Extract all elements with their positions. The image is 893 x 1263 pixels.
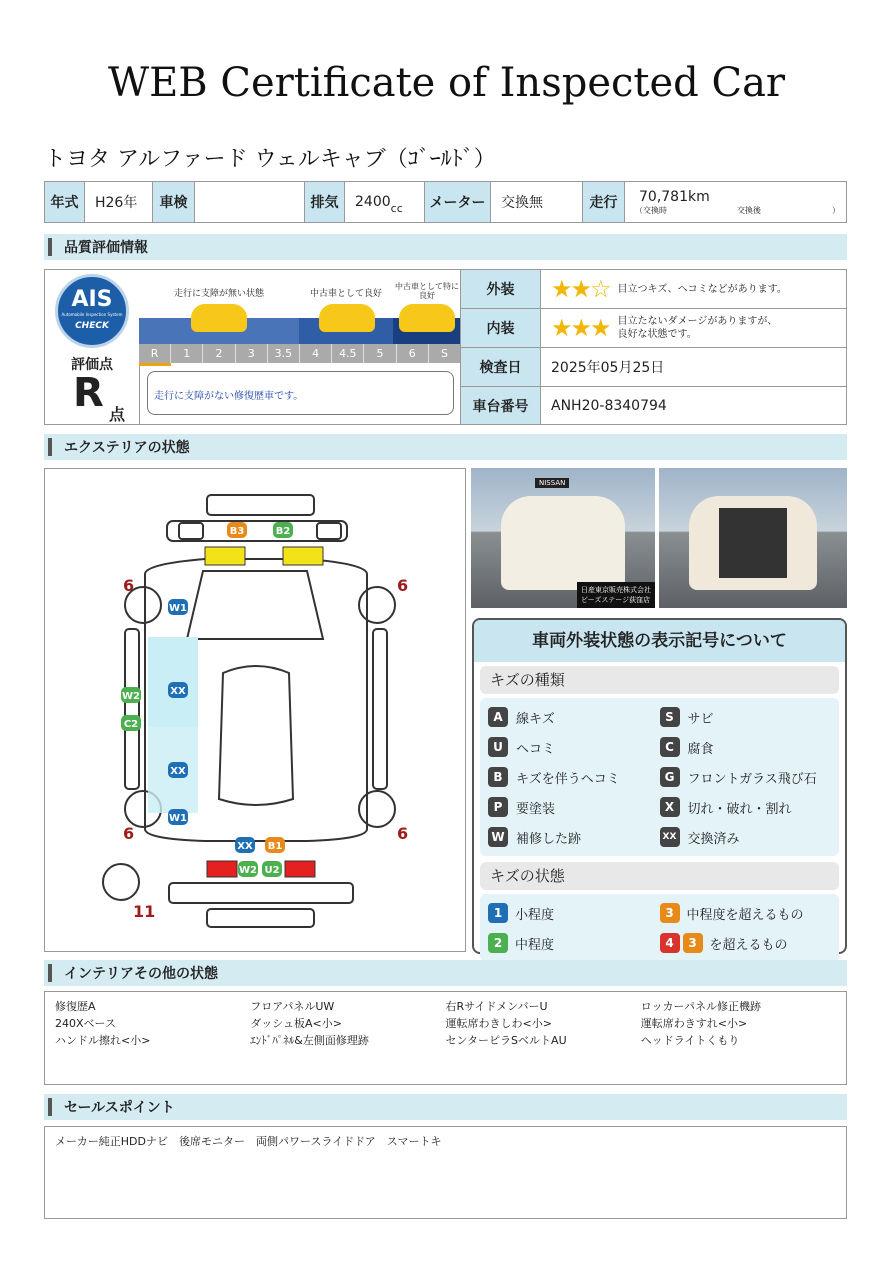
exterior-label: 外装 [461,270,541,308]
svg-text:B1: B1 [267,841,283,852]
interior-item: 右RサイドメンバーU [445,1000,548,1013]
interior-note: 目立たないダメージがありますが、 良好な状態です。 [617,316,778,340]
interior-stars: ★★★ [551,314,610,342]
svg-text:XX: XX [170,766,186,777]
interior-label: 内装 [461,309,541,347]
damage-mark [262,861,282,877]
score-value: R [73,370,104,416]
car-icon-b [319,304,375,332]
svg-text:W1: W1 [169,603,187,614]
legend-state-badge: 3 [660,903,680,923]
displacement-label: 排気 [305,182,345,222]
tire-number: 6 [123,824,135,843]
inspection-label: 車検 [153,182,195,222]
legend-type-item [660,702,832,732]
score-callout: 走行に支障がない修復歴車です。 [147,371,454,415]
mileage-value: 70,781km [639,188,710,205]
legend-type-label: 線キズ [516,711,555,727]
legend-state-item [660,898,832,928]
legend-type-item [488,762,660,792]
interior-item: 240Xベース [55,1017,116,1030]
scale-step: 3 [236,344,268,363]
scale-step: 5 [364,344,396,363]
legend-code-badge: B [488,767,508,787]
legend-panel [472,618,847,954]
legend-state-heading: キズの状態 [480,862,839,890]
interior-item: 運転席わきしわ<小> [445,1017,552,1030]
damage-mark [168,682,188,698]
car-icon-c [399,304,455,332]
scale-step: S [429,344,461,363]
car-diagram [45,469,465,951]
scale-marker [139,363,171,366]
meter-value: 交換無 [491,182,583,222]
sales-points: メーカー純正HDDナビ 後席モニター 両側パワースライドドア スマートキ [44,1126,847,1219]
svg-text:B3: B3 [229,526,245,537]
scale-step: 1 [171,344,203,363]
legend-type-item [660,822,832,852]
scale-step: 4.5 [332,344,364,363]
legend-code-badge: G [660,767,680,787]
meter-label: メーター [425,182,491,222]
interior-item: ｴﾝﾄﾞﾊﾟﾈﾙ&左側面修理跡 [250,1034,369,1047]
legend-state-item [488,928,660,958]
mileage-note [635,205,840,216]
interior-item: 修復歴A [55,1000,96,1013]
legend-type-label: 要塗装 [516,801,556,817]
legend-type-label: キズを伴うヘコミ [516,771,620,787]
spec-bar [44,181,847,223]
svg-text:W1: W1 [169,813,187,824]
legend-code-badge: S [660,707,680,727]
legend-state-badge: 4 [660,933,680,953]
legend-state-badge: 1 [488,903,508,923]
chassis-row [461,387,846,424]
damage-mark [121,715,141,731]
svg-text:W2: W2 [239,865,257,876]
svg-text:XX: XX [237,841,253,852]
legend-state-item [488,898,660,928]
tire-number: 6 [397,576,409,595]
inspection-date-value: 2025年05月25日 [551,360,665,376]
dealer-sign: NISSAN [535,478,569,488]
exterior-note: 目立つキズ、ヘコミなどがあります。 [617,283,787,295]
tire-number: 6 [397,824,409,843]
interior-list [44,991,847,1085]
interior-item: フロアパネルUW [250,1000,335,1013]
photo-caption: 日産東京販売株式会社 ビーズステージ荻窪店 [577,582,655,608]
legend-code-badge: P [488,797,508,817]
tire-number: 11 [133,902,156,921]
score-scale [139,344,461,363]
exterior-stars: ★★☆ [551,275,610,303]
scale-step: 2 [203,344,235,363]
legend-code-badge: A [488,707,508,727]
legend-type-label: フロントガラス飛び石 [687,771,817,787]
legend-state-label: 小程度 [515,907,555,923]
scale-step: 4 [300,344,332,363]
car-diagram-panel [44,468,466,952]
chassis-value: ANH20-8340794 [551,397,667,414]
legend-code-badge: X [660,797,680,817]
interior-heading: インテリアその他の状態 [44,960,847,986]
rear-ramp [719,508,787,578]
displacement-unit: cc [390,201,403,215]
legend-title: 車両外装状態の表示記号について [474,620,845,662]
scale-step: 6 [397,344,429,363]
score-panel [44,269,140,425]
scale-step: R [139,344,171,363]
displacement-field [345,182,425,222]
svg-text:XX: XX [170,686,186,697]
legend-code-badge: W [488,827,508,847]
mileage-after: 交換後 [737,205,761,215]
interior-row [461,309,846,348]
mileage-close: ） [832,205,840,215]
legend-state-item [660,928,832,958]
car-name: トヨタ アルファード ウェルキャブ（ｺﾞｰﾙﾄﾞ） [44,147,496,172]
interior-item: センターピラSベルトAU [445,1034,567,1047]
legend-state-badge: 2 [488,933,508,953]
legend-type-item [488,732,660,762]
legend-state-label: を超えるもの [709,937,788,953]
legend-type-label: サビ [687,711,714,727]
exterior-heading: エクステリアの状態 [44,434,847,460]
score-label: 評価点 [71,357,113,373]
svg-text:B2: B2 [275,526,291,537]
displacement-value: 2400 [355,194,391,210]
damage-mark [265,837,285,853]
legend-type-item [488,702,660,732]
legend-types-heading: キズの種類 [480,666,839,694]
legend-type-label: 切れ・破れ・割れ [687,801,792,817]
header-a: 走行に支障が無い状態 [139,270,299,345]
legend-type-item [488,792,660,822]
damage-mark [227,522,247,538]
svg-text:U2: U2 [264,865,280,876]
header-b: 中古車として良好 [309,289,382,299]
mileage-before: （交換時 [635,205,667,215]
exterior-row [461,270,846,309]
interior-item: ダッシュ板A<小> [250,1017,342,1030]
interior-item: ロッカーパネル修正機跡 [640,1000,761,1013]
chassis-label: 車台番号 [461,387,541,424]
damage-mark [168,599,188,615]
inspection-date-label: 検査日 [461,348,541,386]
svg-text:C2: C2 [123,719,139,730]
damage-mark [168,809,188,825]
inspection-date-row [461,348,846,387]
legend-type-label: 腐食 [687,741,714,757]
scale-step: 3.5 [268,344,300,363]
damage-mark [238,861,258,877]
page-title: WEB Certificate of Inspected Car [107,60,786,106]
year-label: 年式 [45,182,85,222]
car-icon-a [191,304,247,332]
legend-code-badge: U [488,737,508,757]
legend-states [480,894,839,962]
legend-type-item [488,822,660,852]
ais-logo: AIS Automobile Inspection System CHECK [55,274,129,348]
legend-type-label: ヘコミ [516,741,556,757]
interior-item: ヘッドライトくもり [640,1034,740,1047]
legend-type-label: 交換済み [687,831,740,847]
sales-heading: セールスポイント [44,1094,847,1120]
damage-mark [168,762,188,778]
legend-type-item [660,792,832,822]
legend-type-label: 補修した跡 [516,831,582,847]
mileage-label: 走行 [583,182,625,222]
quality-table [460,269,847,425]
inspection-value [195,182,305,222]
legend-code-badge: XX [660,827,680,847]
legend-state-badge: 3 [683,933,703,953]
quality-heading: 品質評価情報 [44,234,847,260]
interior-item: 運転席わきすれ<小> [640,1017,748,1030]
year-value: H26年 [85,182,153,222]
header-c: 中古車として特に良好 [395,282,459,300]
damage-mark [235,837,255,853]
damage-mark [121,687,141,703]
car-photo-front [471,468,655,608]
mileage-field [625,182,846,222]
legend-type-item [660,732,832,762]
legend-types [480,698,839,856]
check-mark: CHECK [75,321,109,331]
legend-type-item [660,762,832,792]
legend-state-label: 中程度 [515,937,555,953]
legend-code-badge: C [660,737,680,757]
tire-number: 6 [123,576,135,595]
svg-text:W2: W2 [122,691,140,702]
damage-mark [273,522,293,538]
car-photo-rear [659,468,847,608]
score-unit: 点 [109,405,126,424]
legend-state-label: 中程度を超えるもの [686,907,804,923]
interior-item: ハンドル擦れ<小> [55,1034,151,1047]
